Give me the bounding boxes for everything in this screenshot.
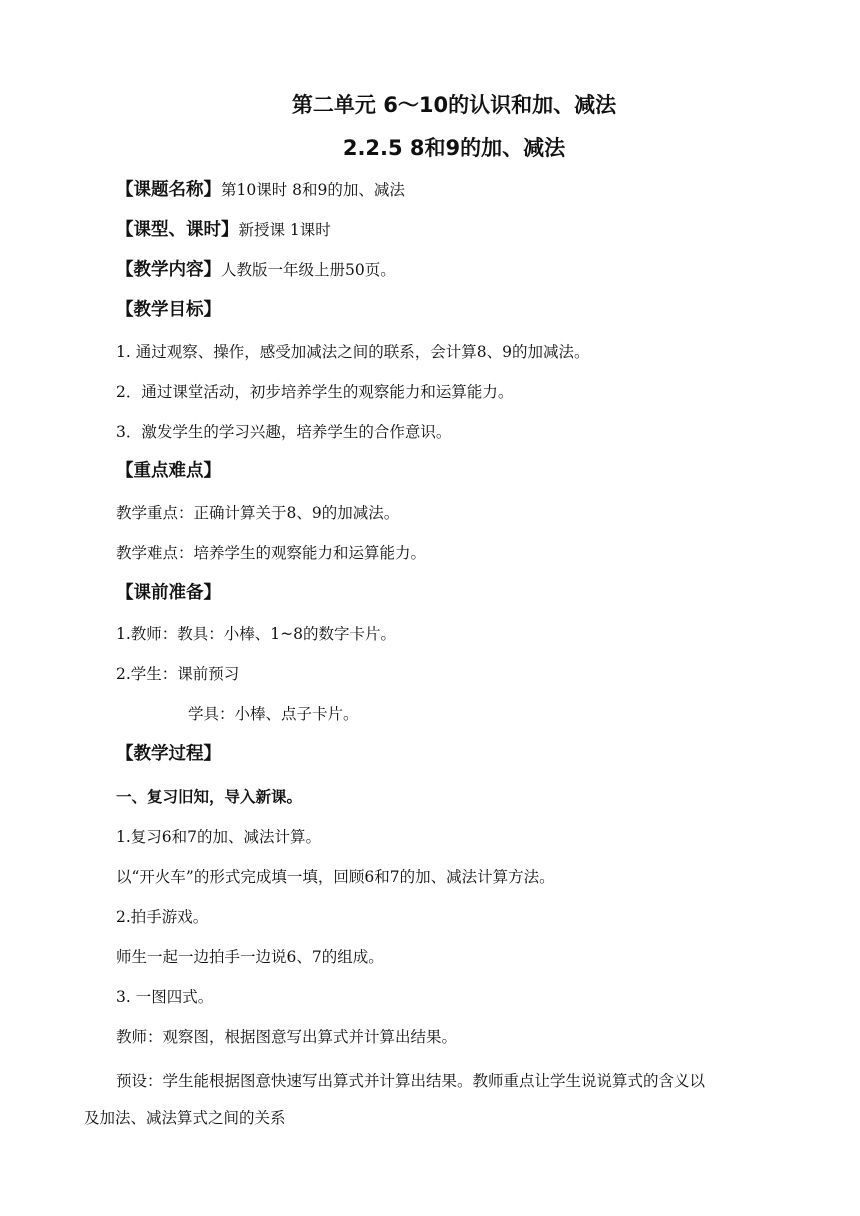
title-line-2: 2.2.5 8和9的加、减法 xyxy=(342,136,566,160)
lesson-name-label: 【课题名称】 xyxy=(116,180,221,200)
lesson-type-label: 【课型、课时】 xyxy=(116,220,239,240)
process-item: 及加法、减法算式之间的关系 xyxy=(84,1109,286,1127)
process-item: 师生一起一边拍手一边说6、7的组成。 xyxy=(116,948,384,966)
key-points-heading: 【重点难点】 xyxy=(116,461,221,481)
process-item: 教师：观察图，根据图意写出算式并计算出结果。 xyxy=(116,1028,458,1046)
process-item: 预设：学生能根据图意快速写出算式并计算出结果。教师重点让学生说说算式的含义以 xyxy=(116,1072,706,1090)
lesson-name-row xyxy=(116,177,405,203)
objectives-heading: 【教学目标】 xyxy=(116,300,221,320)
process-item: 1.复习6和7的加、减法计算。 xyxy=(116,828,322,846)
title-line-1: 第二单元 6～10的认识和加、减法 xyxy=(291,93,617,117)
content-value: 人教版一年级上册50页。 xyxy=(221,261,396,279)
preparation-item: 2.学生：课前预习 xyxy=(116,665,240,683)
preparation-item: 1.教师：教具：小棒、1~8的数字卡片。 xyxy=(116,625,397,643)
key-point-item: 教学重点：正确计算关于8、9的加减法。 xyxy=(116,504,400,522)
process-section-title: 一、复习旧知，导入新课。 xyxy=(116,788,303,806)
lesson-type-row xyxy=(116,217,331,243)
content-label: 【教学内容】 xyxy=(116,260,221,280)
lesson-type-value: 新授课 1课时 xyxy=(238,221,331,239)
process-heading: 【教学过程】 xyxy=(116,744,221,764)
objective-item: 1. 通过观察、操作，感受加减法之间的联系，会计算8、9的加减法。 xyxy=(116,343,590,361)
process-item: 3. 一图四式。 xyxy=(116,988,214,1006)
process-item: 2.拍手游戏。 xyxy=(116,908,209,926)
key-point-item: 教学难点：培养学生的观察能力和运算能力。 xyxy=(116,544,427,562)
lesson-name-value: 第10课时 8和9的加、减法 xyxy=(221,181,405,199)
preparation-heading: 【课前准备】 xyxy=(116,583,221,603)
objective-item: 2．通过课堂活动，初步培养学生的观察能力和运算能力。 xyxy=(116,383,514,401)
content-row xyxy=(116,257,396,283)
preparation-item: 学具：小棒、点子卡片。 xyxy=(188,705,359,723)
process-item: 以“开火车”的形式完成填一填，回顾6和7的加、减法计算方法。 xyxy=(116,868,555,886)
objective-item: 3．激发学生的学习兴趣，培养学生的合作意识。 xyxy=(116,423,452,441)
